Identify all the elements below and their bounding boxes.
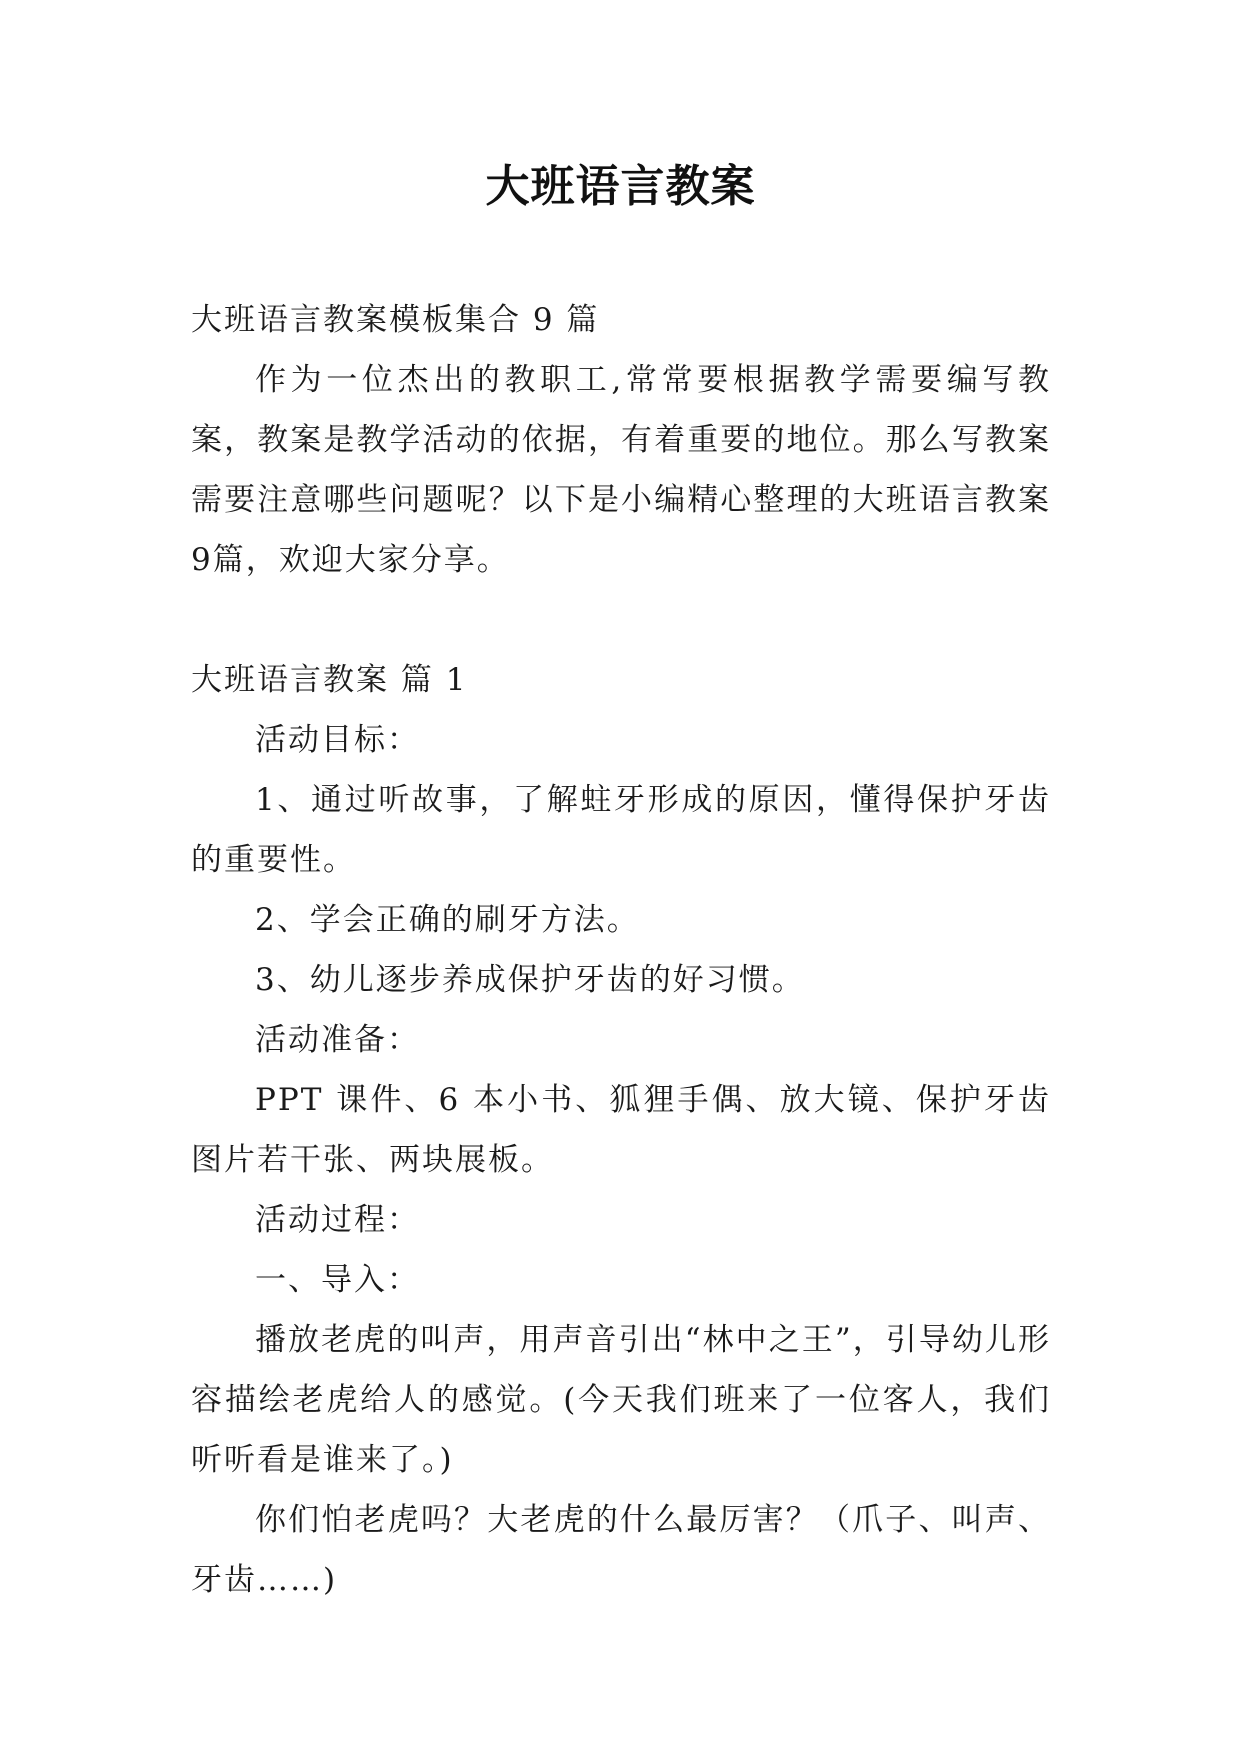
paragraph-tiger-sound: 播放老虎的叫声，用声音引出“林中之王”，引导幼儿形容描绘老虎给人的感觉。(今天我们班来了一位客人，我们听听看是谁来了。)	[191, 1322, 1051, 1478]
paragraph-objective-1: 1、通过听故事，了解蛀牙形成的原因，懂得保护牙齿的重要性。	[191, 782, 1051, 878]
paragraph-preparation-heading: 活动准备：	[255, 1022, 420, 1058]
document-title: 大班语言教案	[485, 161, 756, 212]
paragraph-objective-3: 3、幼儿逐步养成保护牙齿的好习惯。	[255, 962, 805, 998]
paragraph-process-heading: 活动过程：	[255, 1202, 420, 1238]
paragraph-intro-step: 一、导入：	[255, 1262, 420, 1298]
paragraph-objectives-heading: 活动目标：	[255, 722, 420, 758]
section-title: 大班语言教案 篇 1	[191, 662, 468, 698]
paragraph-tiger-question: 你们怕老虎吗？大老虎的什么最厉害？（爪子、叫声、牙齿……)	[191, 1502, 1051, 1598]
document-subtitle: 大班语言教案模板集合 9 篇	[191, 302, 600, 338]
paragraph-objective-2: 2、学会正确的刷牙方法。	[255, 902, 640, 938]
document-body	[191, 290, 1051, 1610]
intro-paragraph: 作为一位杰出的教职工,常常要根据教学需要编写教案，教案是教学活动的依据，有着重要的地位。那么写教案需要注意哪些问题呢？以下是小编精心整理的大班语言教案9篇，欢迎大家分享。	[191, 362, 1051, 578]
paragraph-preparation-items: PPT 课件、6 本小书、狐狸手偶、放大镜、保护牙齿图片若干张、两块展板。	[191, 1082, 1051, 1178]
